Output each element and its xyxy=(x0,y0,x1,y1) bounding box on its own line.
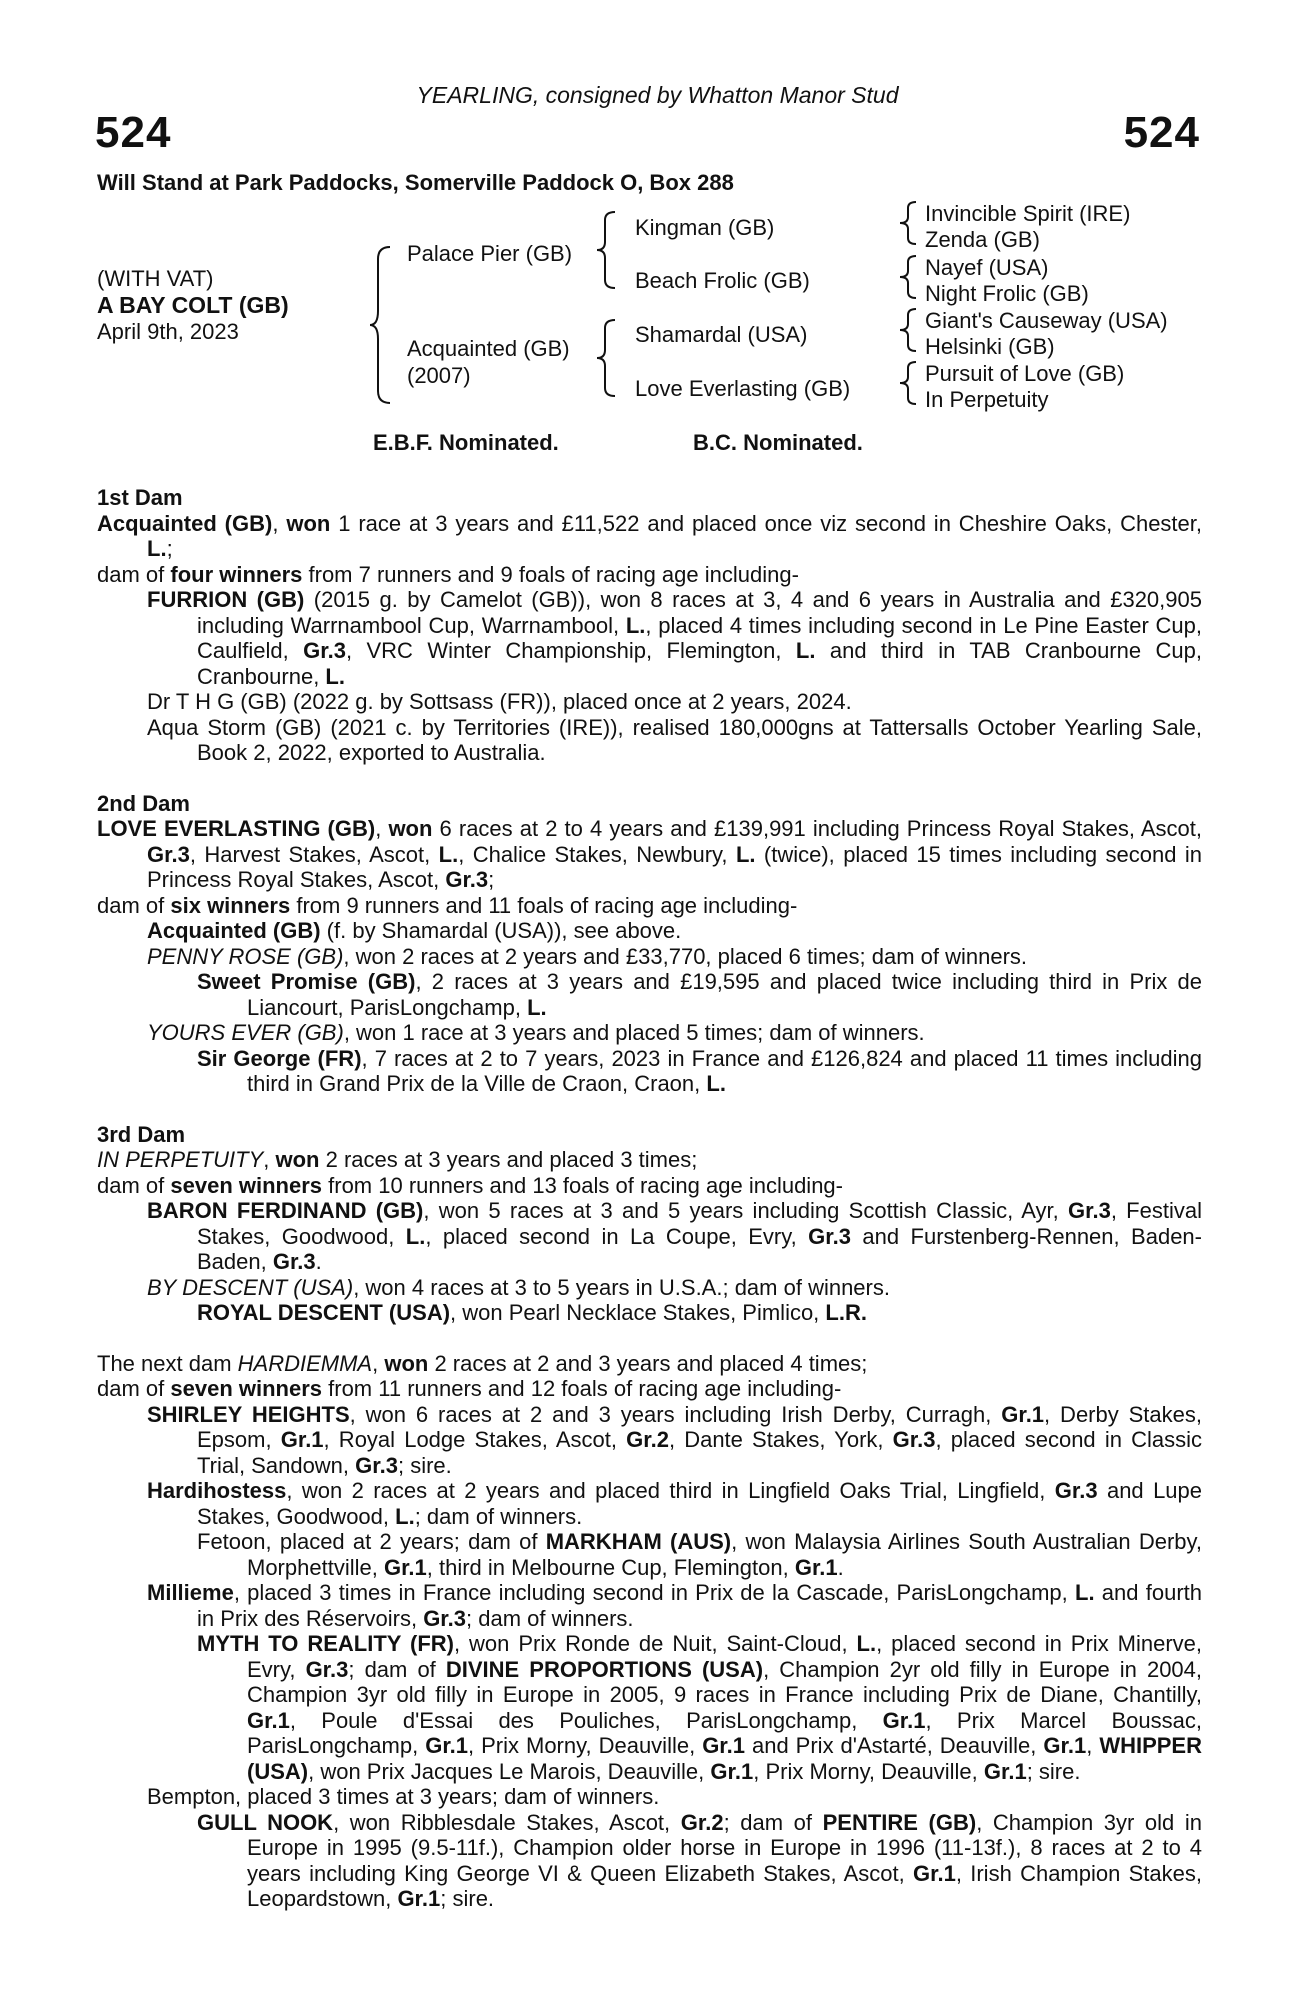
pedigree-dam-sire: Shamardal (USA) xyxy=(635,322,808,347)
produce-royal-descent: ROYAL DESCENT (USA), won Pearl Necklace Stakes, Pimlico, L.R. xyxy=(197,1300,867,1325)
pedigree-dsd: Helsinki (GB) xyxy=(925,334,1055,359)
produce-acquainted: Acquainted (GB) (f. by Shamardal (USA)), see above. xyxy=(147,918,682,943)
second-dam-record: LOVE EVERLASTING (GB), won 6 races at 2 to 4 years and £139,991 including Princess Royal Stakes, Ascot, Gr.3, Harvest Stakes, Ascot, L., Chalice Stakes, Newbury, L. (twice), placed 15 times including second in Princess Royal Stakes, Ascot, Gr.3; xyxy=(97,816,1202,892)
produce-yours-ever: YOURS EVER (GB), won 1 race at 3 years and placed 5 times; dam of winners. xyxy=(147,1020,925,1045)
first-dam-produce-summary: dam of four winners from 7 runners and 9 foals of racing age including- xyxy=(97,561,799,587)
pedigree-dss: Giant's Causeway (USA) xyxy=(925,308,1168,333)
stand-location: Will Stand at Park Paddocks, Somerville Paddock O, Box 288 xyxy=(97,170,734,195)
first-dam-heading: 1st Dam xyxy=(97,485,183,510)
produce-bempton: Bempton, placed 3 times at 3 years; dam of winners. xyxy=(147,1784,660,1809)
produce-sweet-promise: Sweet Promise (GB), 2 races at 3 years and £19,595 and placed twice including third in Prix de Liancourt, ParisLongchamp, L. xyxy=(197,969,1203,1020)
produce-aqua-storm: Aqua Storm (GB) (2021 c. by Territories (IRE)), realised 180,000gns at Tattersalls October Yearling Sale, Book 2, 2022, exported to Australia. xyxy=(147,714,1202,765)
pedigree-ddd: In Perpetuity xyxy=(925,387,1049,412)
produce-dr-thg: Dr T H G (GB) (2022 g. by Sottsass (FR)), placed once at 2 years, 2024. xyxy=(147,689,852,714)
pedigree-brace-dd xyxy=(898,360,920,406)
pedigree-sds: Nayef (USA) xyxy=(925,255,1049,280)
bc-nomination: B.C. Nominated. xyxy=(693,430,863,455)
produce-gull-nook: GULL NOOK, won Ribblesdale Stakes, Ascot, Gr.2; dam of PENTIRE (GB), Champion 3yr old in Europe in 1995 (9.5-11f.), Champion older horse in Europe in 1996 (11-13f.), 8 races at 2 to 4 years including King George VI & Queen Elizabeth Stakes, Ascot, Gr.1, Irish Champion Stakes, Leopardstown, Gr.1; sire. xyxy=(197,1809,1202,1911)
pedigree-dds: Pursuit of Love (GB) xyxy=(925,361,1125,386)
produce-sir-george: Sir George (FR), 7 races at 2 to 7 years, 2023 in France and £126,824 and placed 11 times including third in Grand Prix de la Ville de Craon, Craon, L. xyxy=(197,1045,1203,1096)
pedigree-sire: Palace Pier (GB) xyxy=(407,241,573,266)
produce-hardihostess: Hardihostess, won 2 races at 2 years and placed third in Lingfield Oaks Trial, Lingfield, Gr.3 and Lupe Stakes, Goodwood, L.; dam of winners. xyxy=(147,1478,1203,1529)
second-dam-heading: 2nd Dam xyxy=(97,790,190,816)
produce-millieme: Millieme, placed 3 times in France including second in Prix de la Cascade, ParisLongchamp, L. and fourth in Prix des Réservoirs, Gr.3; dam of winners. xyxy=(147,1580,1202,1631)
next-dam-produce-summary: dam of seven winners from 11 runners and 12 foals of racing age including- xyxy=(97,1376,842,1401)
third-dam-heading: 3rd Dam xyxy=(97,1121,186,1147)
pedigree-brace-ds xyxy=(898,307,920,353)
pedigree-ssd: Zenda (GB) xyxy=(925,227,1040,252)
pedigree-dam-year: (2007) xyxy=(407,363,471,388)
lot-number-right: 524 xyxy=(1123,108,1200,157)
second-dam-produce-summary: dam of six winners from 9 runners and 11 foals of racing age including- xyxy=(97,892,798,918)
next-dam-record: The next dam HARDIEMMA, won 2 races at 2 and 3 years and placed 4 times; xyxy=(97,1350,868,1376)
lot-number-left: 524 xyxy=(95,108,172,157)
foaling-date: April 9th, 2023 xyxy=(97,319,239,344)
produce-baron-ferdinand: BARON FERDINAND (GB), won 5 races at 3 and 5 years including Scottish Classic, Ayr, Gr.3, Festival Stakes, Goodwood, L., placed second in La Coupe, Evry, Gr.3 and Furstenberg-Rennen, Baden-Baden, Gr.3. xyxy=(147,1198,1202,1274)
pedigree-brace-main xyxy=(368,245,398,405)
produce-furrion: FURRION (GB) (2015 g. by Camelot (GB)), won 8 races at 3, 4 and 6 years in Australia and £320,905 including Warrnambool Cup, Warrnambool, L., placed 4 times including second in Le Pine Easter Cup, Caulfield, Gr.3, VRC Winter Championship, Flemington, L. and third in TAB Cranbourne Cup, Cranbourne, L. xyxy=(147,587,1203,689)
pedigree-brace-sd xyxy=(898,254,920,300)
produce-myth-to-reality: MYTH TO REALITY (FR), won Prix Ronde de Nuit, Saint-Cloud, L., placed second in Prix Minerve, Evry, Gr.3; dam of DIVINE PROPORTIONS (USA), Champion 2yr old filly in Europe in 2004, Champion 3yr old filly in Europe in 2005, 9 races in France including Prix de Diane, Chantilly, Gr.1, Poule d'Essai des Pouliches, ParisLongchamp, Gr.1, Prix Marcel Boussac, ParisLongchamp, Gr.1, Prix Morny, Deauville, Gr.1 and Prix d'Astarté, Deauville, Gr.1, WHIPPER (USA), won Prix Jacques Le Marois, Deauville, Gr.1, Prix Morny, Deauville, Gr.1; sire. xyxy=(197,1631,1203,1784)
third-dam-record: IN PERPETUITY, won 2 races at 3 years and placed 3 times; xyxy=(97,1147,698,1172)
produce-penny-rose: PENNY ROSE (GB), won 2 races at 2 years and £33,770, placed 6 times; dam of winners. xyxy=(147,943,1028,969)
third-dam-produce-summary: dam of seven winners from 10 runners and 13 foals of racing age including- xyxy=(97,1172,843,1198)
pedigree-dam: Acquainted (GB) xyxy=(407,336,570,361)
produce-record xyxy=(97,485,1202,1912)
pedigree-dam-dam: Love Everlasting (GB) xyxy=(635,376,851,401)
pedigree-sire-dam: Beach Frolic (GB) xyxy=(635,268,810,293)
vat-label: (WITH VAT) xyxy=(97,266,214,291)
first-dam-record: Acquainted (GB), won 1 race at 3 years and £11,522 and placed once viz second in Cheshire Oaks, Chester, L.; xyxy=(97,510,1202,561)
pedigree-brace-ss xyxy=(898,200,920,246)
pedigree-sss: Invincible Spirit (IRE) xyxy=(925,201,1131,226)
pedigree-brace-sire xyxy=(595,210,621,290)
consignor-line: YEARLING, consigned by Whatton Manor Stud xyxy=(416,82,899,108)
produce-by-descent: BY DESCENT (USA), won 4 races at 3 to 5 years in U.S.A.; dam of winners. xyxy=(147,1274,890,1300)
produce-shirley-heights: SHIRLEY HEIGHTS, won 6 races at 2 and 3 years including Irish Derby, Curragh, Gr.1, Derby Stakes, Epsom, Gr.1, Royal Lodge Stakes, Ascot, Gr.2, Dante Stakes, York, Gr.3, placed second in Classic Trial, Sandown, Gr.3; sire. xyxy=(147,1401,1202,1478)
pedigree-sire-sire: Kingman (GB) xyxy=(635,215,775,240)
produce-fetoon: Fetoon, placed at 2 years; dam of MARKHAM (AUS), won Malaysia Airlines South Australian Derby, Morphettville, Gr.1, third in Melbourne Cup, Flemington, Gr.1. xyxy=(197,1529,1203,1580)
pedigree-brace-dam xyxy=(595,318,621,398)
horse-name: A BAY COLT (GB) xyxy=(97,292,289,318)
ebf-nomination: E.B.F. Nominated. xyxy=(373,430,559,455)
pedigree-sdd: Night Frolic (GB) xyxy=(925,281,1089,306)
